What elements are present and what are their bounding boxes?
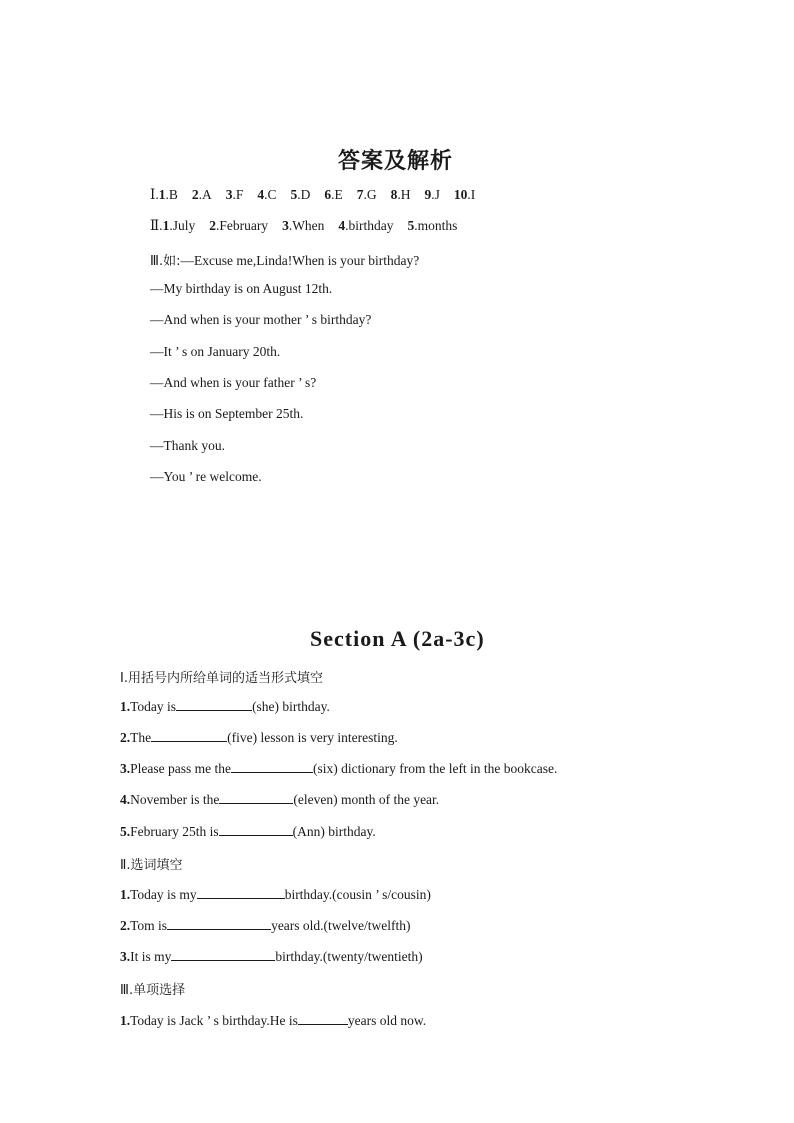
dialogue-line: —His is on September 25th. [150,406,304,421]
answer-blank[interactable] [176,698,252,711]
answer-item: 8.H [390,187,411,202]
answer-item: 5.months [407,218,458,233]
answer-item: 10.I [453,187,476,202]
section-part3-heading: Ⅲ.单项选择 [120,983,186,998]
answer-blank[interactable] [231,760,313,773]
dialogue-line: —Thank you. [150,438,225,453]
answer-blank[interactable] [171,948,275,961]
answer-item: 2.February [209,218,269,233]
answer-item: 9.J [424,187,440,202]
dialogue-line: —It ’ s on January 20th. [150,344,281,359]
answer-item: 1.B [158,187,178,202]
answers-part1-label: Ⅰ. [150,187,159,202]
exercise-item: 2.Tom is years old.(twelve/twelfth) [120,918,411,933]
dialogue-line: —And when is your father ’ s? [150,375,317,390]
answer-blank[interactable] [167,917,271,930]
answer-item: 4.C [257,187,277,202]
exercise-item: 2.The (five) lesson is very interesting. [120,730,398,745]
section-title: Section A (2a-3c) [310,626,485,651]
exercise-item: 1.Today is my birthday.(cousin ’ s/cousin) [120,887,431,902]
section-part1-heading: Ⅰ.用括号内所给单词的适当形式填空 [120,671,323,686]
answer-item: 3.When [282,218,325,233]
answers-part2-label: Ⅱ. [150,218,163,233]
dialogue-line: —You ’ re welcome. [150,469,262,484]
answers-part3 [150,250,419,269]
answer-item: 4.birthday [338,218,394,233]
exercise-item: 3.It is my birthday.(twenty/twentieth) [120,949,423,964]
dialogue-line: —And when is your mother ’ s birthday? [150,312,372,327]
answer-blank[interactable] [219,823,293,836]
answer-item: 2.A [191,187,212,202]
answer-item: 5.D [290,187,311,202]
answers-part3-label: Ⅲ.如: [150,254,181,269]
answer-blank[interactable] [151,729,227,742]
exercise-item: 1.Today is Jack ’ s birthday.He is years old now. [120,1013,427,1028]
answer-item: 3.F [225,187,244,202]
exercise-item: 4.November is the (eleven) month of the year. [120,792,440,807]
answer-item: 6.E [324,187,343,202]
answer-blank[interactable] [219,791,293,804]
exercise-item: 1.Today is (she) birthday. [120,699,330,714]
answer-item: 7.G [356,187,377,202]
answers-part1 [150,187,489,203]
dialogue-line: —My birthday is on August 12th. [150,281,333,296]
dialogue-line: —Excuse me,Linda!When is your birthday? [180,253,420,268]
answer-item: 1.July [162,218,196,233]
answers-title: 答案及解析 [338,148,454,173]
answers-part2 [150,218,471,234]
answer-blank[interactable] [298,1012,348,1025]
answer-blank[interactable] [197,886,285,899]
section-part2-heading: Ⅱ.选词填空 [120,858,183,873]
exercise-item: 5.February 25th is (Ann) birthday. [120,824,376,839]
exercise-item: 3.Please pass me the (six) dictionary from the left in the bookcase. [120,761,558,776]
